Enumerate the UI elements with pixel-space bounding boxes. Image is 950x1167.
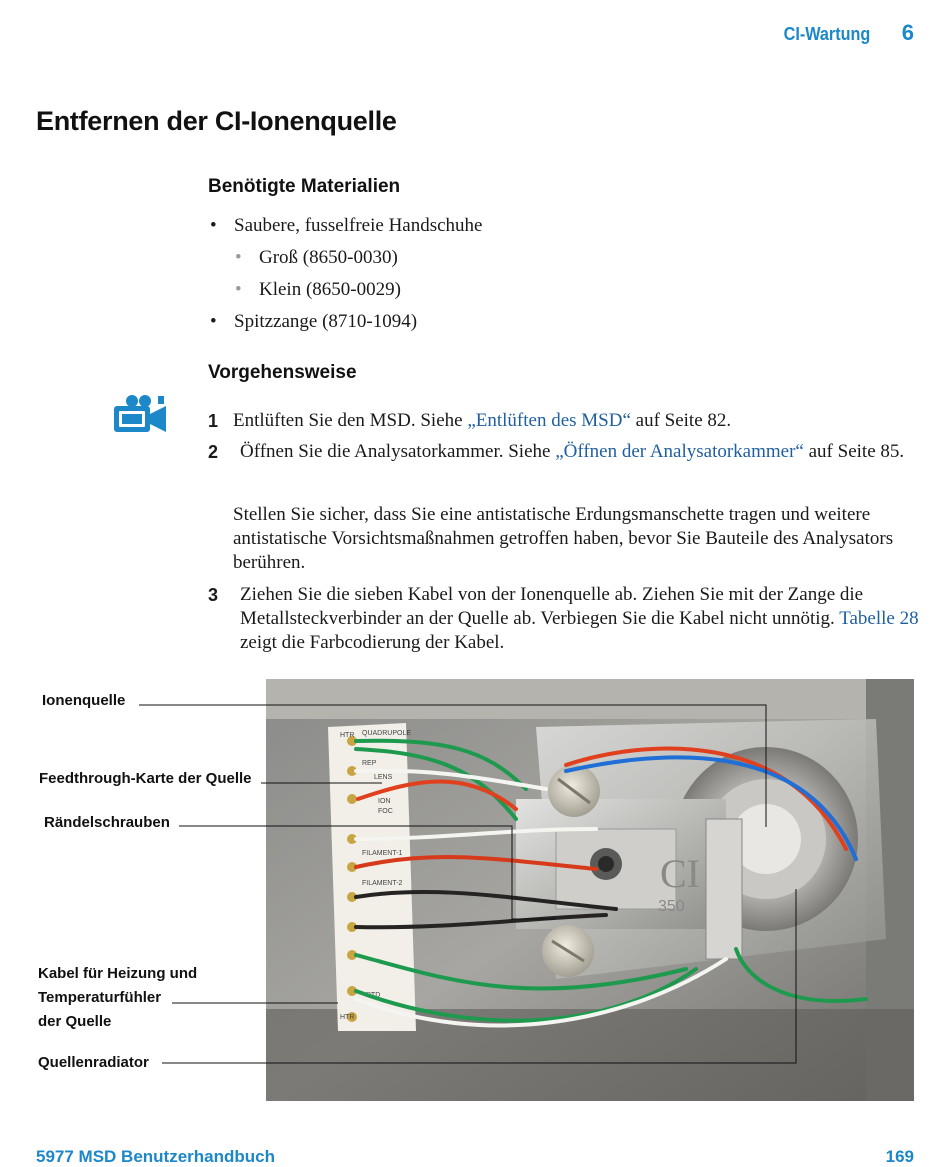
list-item: • Groß (8650-0030) (235, 247, 398, 268)
step-number: 3 (208, 585, 219, 605)
callout-ionenquelle: Ionenquelle (42, 692, 126, 709)
callout-kabel-heizung: Kabel für Heizung und Temperaturfühler der Quelle (38, 965, 198, 1030)
ion-source-photo (266, 679, 914, 1101)
board-label: ION (378, 798, 391, 805)
step-text: Ziehen Sie die sieben Kabel von der Ionenquelle ab. Ziehen Sie mit der Zange die Metallsteckverbinder an der Quelle ab. Verbiegen Sie die Kabel nicht unnötig. Tabelle 28 zeigt die Farbcodierung der Kabel. (240, 584, 919, 653)
link-entlueften[interactable]: „Entlüften des MSD“ (467, 410, 631, 431)
list-item: • Saubere, fusselfreie Handschuhe (210, 215, 483, 236)
list-item: • Spitzzange (8710-1094) (210, 311, 418, 332)
step-number: 2 (208, 442, 219, 462)
antistatic-note: Stellen Sie sicher, dass Sie eine antistatische Erdungsmanschette tragen und weitere antistatische Vorsichtsmaßnahmen getroffen haben, bevor Sie Bauteile des Analysators berühren. (233, 504, 894, 573)
step-number: 1 (208, 411, 219, 431)
materials-heading: Benötigte Materialien (208, 176, 401, 197)
chapter-number: 6 (901, 20, 914, 45)
step-text: Entlüften Sie den MSD. Siehe „Entlüften des MSD“ auf Seite 82. (233, 410, 732, 431)
step-text: Öffnen Sie die Analysatorkammer. Siehe „Öffnen der Analysatorkammer“ auf Seite 85. (240, 441, 905, 462)
board-label: HTR (340, 732, 355, 739)
video-camera-icon[interactable] (112, 392, 170, 436)
list-item: • Klein (8650-0029) (235, 279, 401, 300)
board-label: FOC (378, 808, 393, 815)
page-title: Entfernen der CI-Ionenquelle (36, 106, 397, 136)
source-label: CI (660, 851, 700, 896)
board-label: RTD (366, 992, 381, 999)
callout-feedthrough-karte: Feedthrough-Karte der Quelle (39, 770, 252, 787)
chapter-title: CI-Wartung (783, 24, 870, 44)
link-analysatorkammer[interactable]: „Öffnen der Analysatorkammer“ (555, 441, 804, 462)
manual-title: 5977 MSD Benutzerhandbuch (36, 1147, 275, 1166)
page-number: 169 (885, 1147, 914, 1166)
board-label: FILAMENT-1 (362, 850, 403, 857)
board-label: QUADRUPOLE (362, 730, 412, 737)
board-label: LENS (374, 774, 393, 781)
callout-quellenradiator: Quellenradiator (38, 1054, 149, 1071)
procedure-heading: Vorgehensweise (208, 362, 357, 383)
source-number: 350 (658, 898, 685, 915)
board-label: FILAMENT-2 (362, 880, 403, 887)
board-label: HTR (340, 1014, 355, 1021)
board-label: REP (362, 760, 377, 767)
callout-raendelschrauben: Rändelschrauben (44, 814, 170, 831)
link-tabelle-28[interactable]: Tabelle 28 (839, 608, 919, 629)
